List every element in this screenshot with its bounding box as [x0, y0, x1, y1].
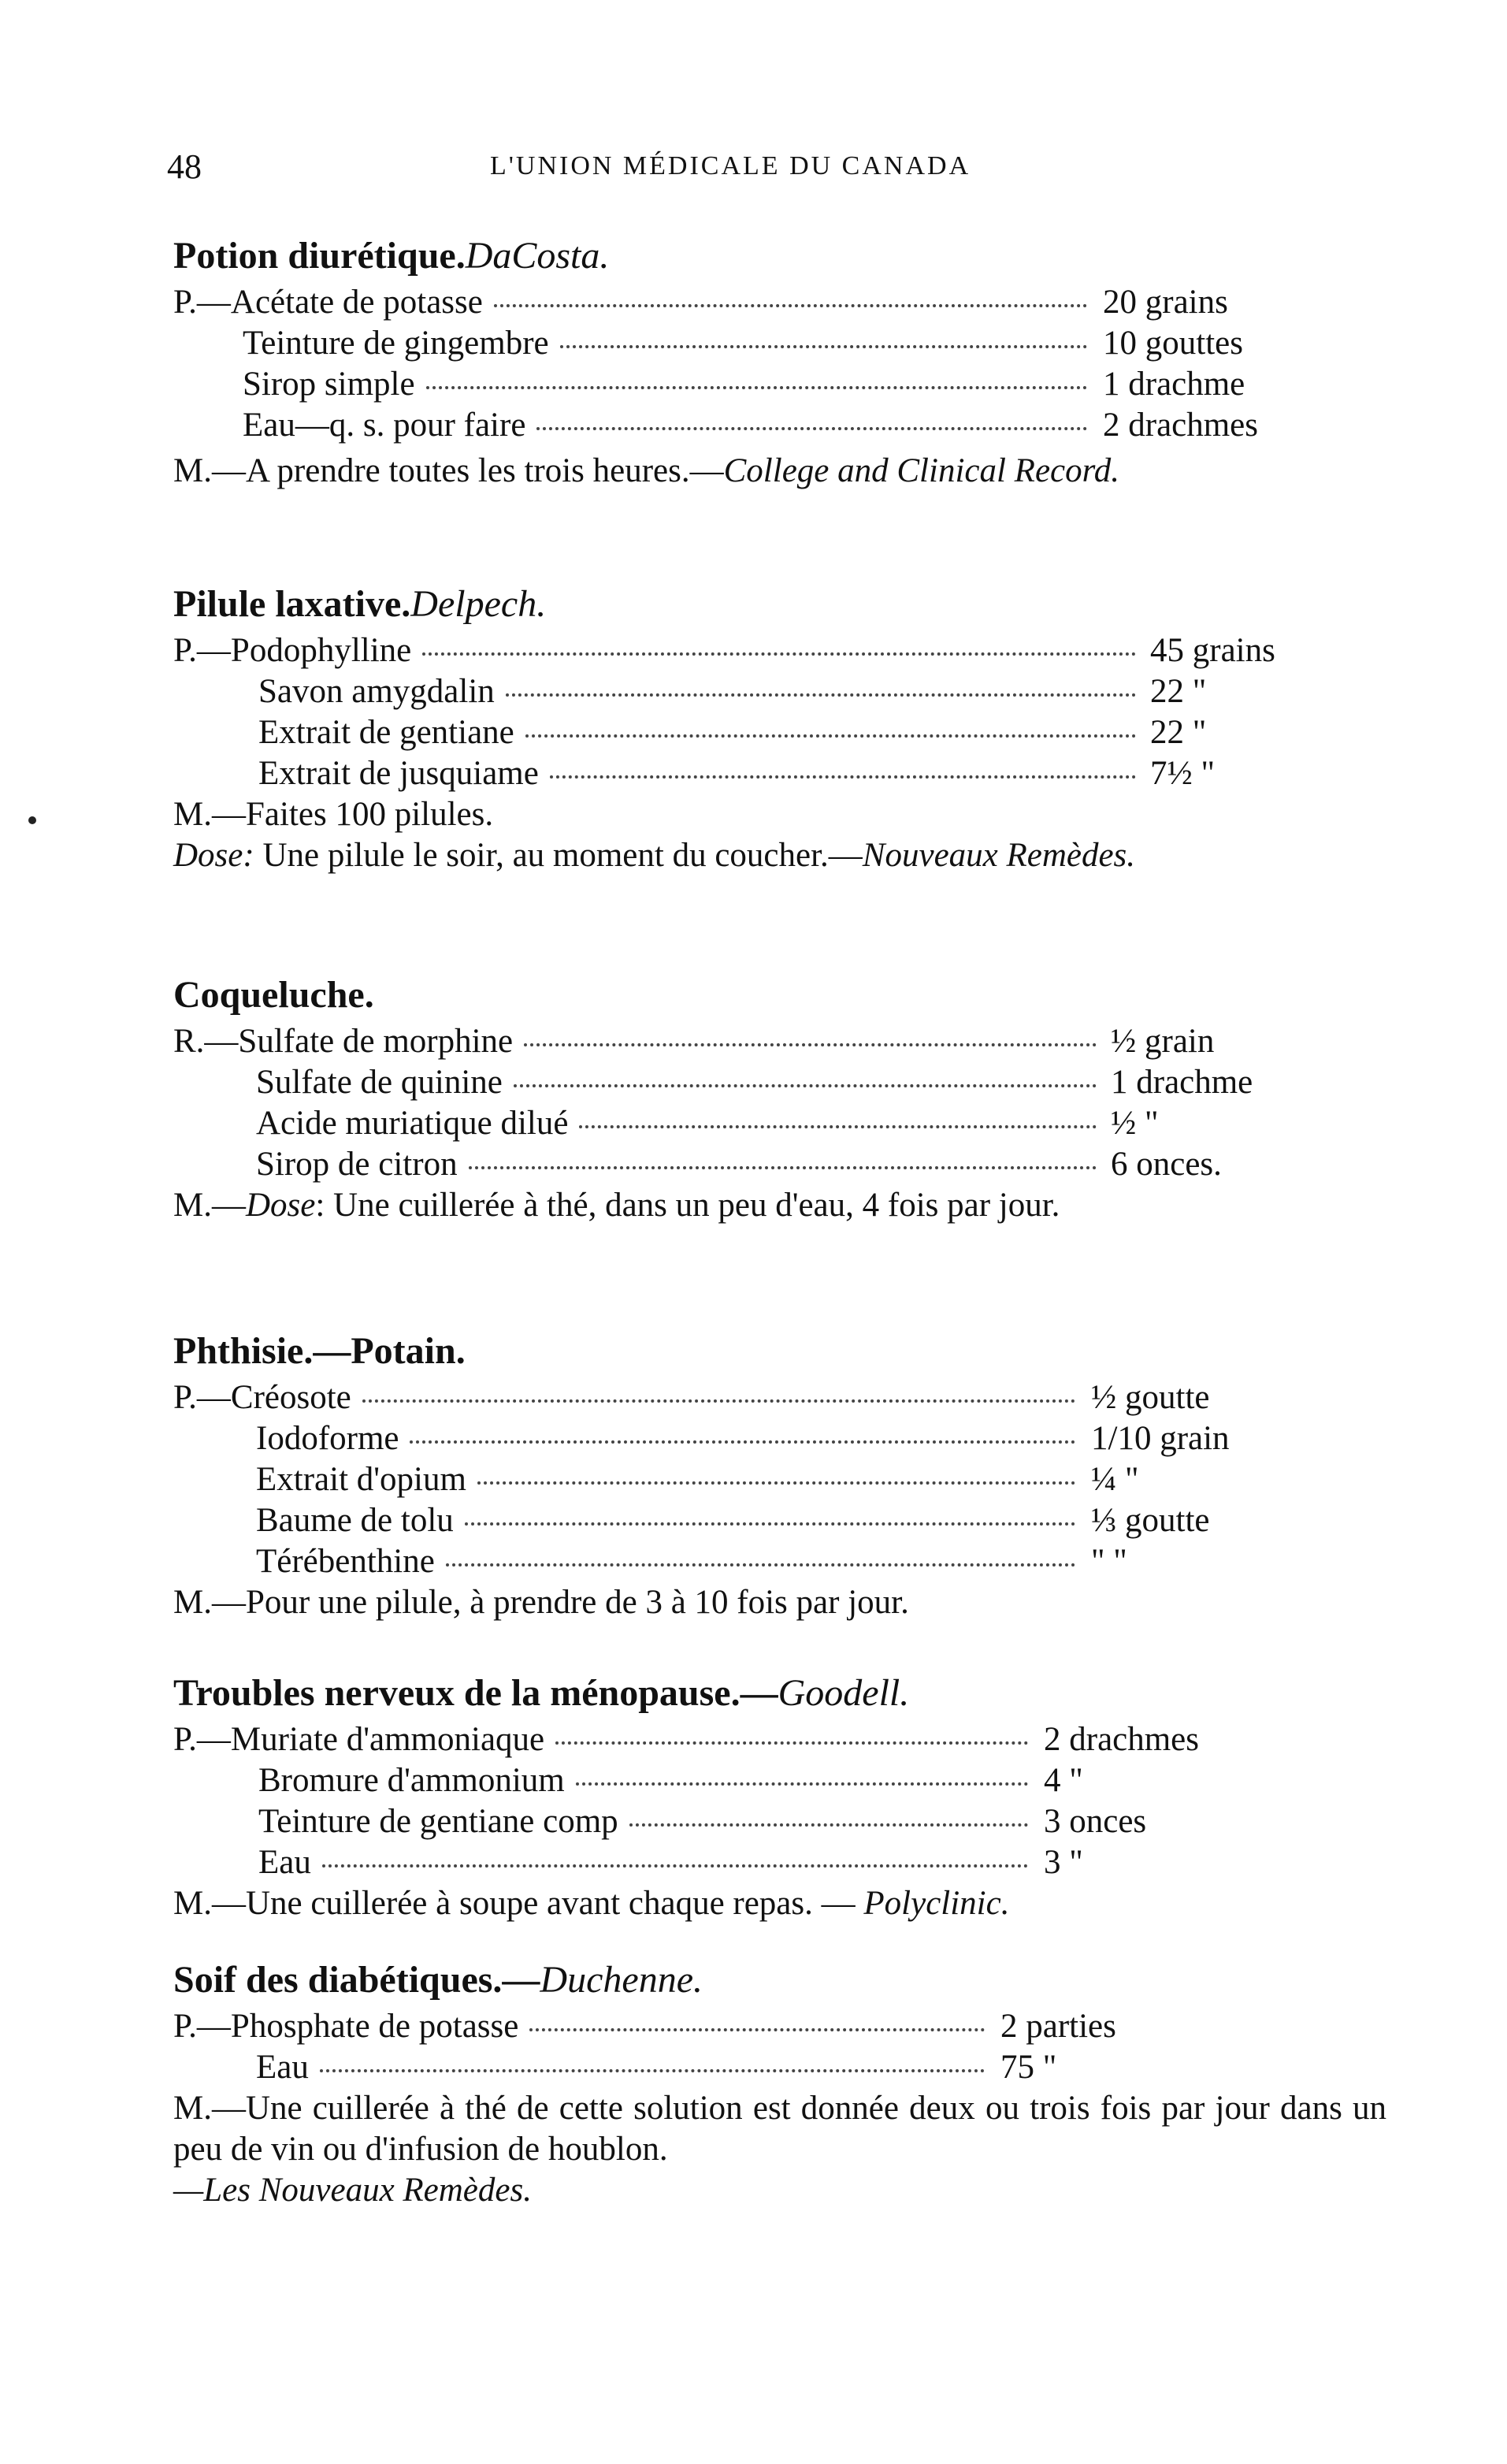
leader-dots — [322, 1864, 1028, 1868]
leader-dots — [576, 1782, 1028, 1786]
recipe-title: Troubles nerveux de la ménopause.—Goodell. — [173, 1672, 910, 1714]
ingredient-name: R.—Sulfate de morphine — [173, 1023, 514, 1060]
leader-dots — [524, 1043, 1097, 1046]
ingredient-name: Iodoforme — [256, 1420, 399, 1457]
leader-dots — [494, 304, 1087, 307]
ingredient-name: Eau — [258, 1844, 311, 1881]
ingredient-row — [173, 364, 1386, 405]
leader-dots — [514, 1084, 1097, 1087]
ingredient-name: Savon amygdalin — [258, 673, 495, 710]
ingredient-row — [173, 1801, 1386, 1842]
ingredient-row — [173, 1500, 1386, 1541]
ingredient-quantity: ½ " — [1111, 1105, 1159, 1142]
leader-dots — [629, 1823, 1028, 1827]
recipe-potion-diuretique — [173, 233, 1386, 492]
recipe-directions: M.—Faites 100 pilules. — [173, 796, 494, 833]
recipe-coqueluche — [173, 972, 1386, 1226]
leader-dots — [555, 1741, 1028, 1745]
ingredient-name: P.—Acétate de potasse — [173, 284, 483, 321]
ingredient-name: P.—Créosote — [173, 1379, 351, 1416]
ingredient-quantity: 3 onces — [1044, 1803, 1147, 1840]
leader-dots — [465, 1522, 1075, 1526]
leader-dots — [362, 1399, 1075, 1403]
ingredient-name: Extrait d'opium — [256, 1461, 466, 1498]
ingredient-name: Térébenthine — [256, 1543, 435, 1580]
recipe-phthisie — [173, 1329, 1386, 1623]
ingredient-name: Extrait de gentiane — [258, 714, 514, 751]
ingredient-row — [173, 405, 1386, 446]
leader-dots — [426, 386, 1087, 389]
ingredient-quantity: 2 drachmes — [1103, 407, 1259, 444]
ingredient-name: Eau — [256, 2049, 309, 2086]
ingredient-row — [173, 1541, 1386, 1582]
ingredient-row — [173, 2047, 1386, 2088]
ingredient-name: P.—Phosphate de potasse — [173, 2008, 519, 2045]
recipe-title: Phthisie.—Potain. — [173, 1330, 466, 1372]
ingredient-row — [173, 1842, 1386, 1883]
recipe-title: Pilule laxative.Delpech. — [173, 583, 547, 625]
ingredient-quantity: 3 " — [1044, 1844, 1083, 1881]
ink-speck — [28, 816, 36, 824]
leader-dots — [506, 693, 1136, 697]
citation: College and Clinical Record. — [723, 452, 1119, 489]
leader-dots — [446, 1563, 1075, 1566]
ingredient-row — [173, 630, 1386, 671]
ingredient-quantity: 7½ " — [1150, 755, 1216, 792]
ingredient-name: Teinture de gingembre — [243, 325, 549, 362]
ingredient-name: Baume de tolu — [256, 1502, 454, 1539]
ingredient-quantity: 4 " — [1044, 1762, 1083, 1799]
ingredient-quantity: 6 onces. — [1111, 1146, 1222, 1183]
recipe-dose: Dose: Une pilule le soir, au moment du coucher.—Nouveaux Remèdes. — [173, 837, 1136, 874]
leader-dots — [550, 775, 1136, 779]
ingredient-row — [173, 1144, 1386, 1185]
ingredient-list — [173, 2006, 1386, 2088]
ingredient-quantity: " " — [1091, 1543, 1127, 1580]
ingredient-quantity: 1 drachme — [1111, 1064, 1253, 1101]
ingredient-quantity: 45 grains — [1150, 632, 1275, 669]
ingredient-row — [173, 2006, 1386, 2047]
leader-dots — [422, 652, 1136, 656]
ingredient-quantity: ⅓ goutte — [1091, 1502, 1210, 1539]
ingredient-row — [173, 323, 1386, 364]
ingredient-row — [173, 1760, 1386, 1801]
ingredient-quantity: ¼ " — [1091, 1461, 1139, 1498]
ingredient-quantity: 20 grains — [1103, 284, 1228, 321]
ingredient-list — [173, 1377, 1386, 1582]
leader-dots — [560, 345, 1087, 348]
ingredient-quantity: 1 drachme — [1103, 366, 1245, 403]
ingredient-row — [173, 712, 1386, 753]
ingredient-row — [173, 1719, 1386, 1760]
recipe-title: Coqueluche. — [173, 974, 374, 1016]
page-number: 48 — [167, 147, 202, 186]
ingredient-name: Sirop simple — [243, 366, 415, 403]
ingredient-name: P.—Podophylline — [173, 632, 412, 669]
recipe-menopause — [173, 1671, 1386, 1924]
ingredient-quantity: ½ grain — [1111, 1023, 1215, 1060]
ingredient-quantity: 10 gouttes — [1103, 325, 1243, 362]
recipe-dose: M.—Dose: Une cuillerée à thé, dans un peu d'eau, 4 fois par jour. — [173, 1187, 1060, 1224]
ingredient-row — [173, 1021, 1386, 1062]
ingredient-list — [173, 282, 1386, 446]
ingredient-name: Teinture de gentiane comp — [258, 1803, 618, 1840]
ingredient-name: P.—Muriate d'ammoniaque — [173, 1721, 545, 1758]
citation: Nouveaux Remèdes. — [862, 837, 1136, 874]
running-title: L'UNION MÉDICALE DU CANADA — [490, 151, 971, 180]
ingredient-name: Sulfate de quinine — [256, 1064, 503, 1101]
recipe-soif-diabetiques — [173, 1957, 1386, 2211]
ingredient-name: Bromure d'ammonium — [258, 1762, 565, 1799]
leader-dots — [529, 2028, 985, 2031]
ingredient-quantity: 22 " — [1150, 714, 1207, 751]
recipe-directions: M.—Pour une pilule, à prendre de 3 à 10 fois par jour. — [173, 1584, 909, 1621]
leader-dots — [410, 1440, 1075, 1444]
ingredient-row — [173, 1062, 1386, 1103]
ingredient-row — [173, 1418, 1386, 1459]
citation: Polyclinic. — [863, 1885, 1010, 1922]
ingredient-name: Sirop de citron — [256, 1146, 458, 1183]
ingredient-row — [173, 1377, 1386, 1418]
ingredient-row — [173, 753, 1386, 794]
recipe-title: Potion diurétique.DaCosta. — [173, 235, 610, 277]
ingredient-row — [173, 282, 1386, 323]
recipe-title: Soif des diabétiques.—Duchenne. — [173, 1959, 703, 2001]
leader-dots — [579, 1125, 1097, 1128]
recipe-directions: M.—Une cuillerée à soupe avant chaque repas. — Polyclinic. — [173, 1885, 1010, 1922]
ingredient-list — [173, 630, 1386, 794]
ingredient-quantity: ½ goutte — [1091, 1379, 1210, 1416]
ingredient-quantity: 1/10 grain — [1091, 1420, 1230, 1457]
ingredient-row — [173, 1103, 1386, 1144]
recipe-pilule-laxative — [173, 582, 1386, 876]
leader-dots — [469, 1166, 1097, 1169]
ingredient-quantity: 2 drachmes — [1044, 1721, 1200, 1758]
ingredient-row — [173, 1459, 1386, 1500]
ingredient-row — [173, 671, 1386, 712]
ingredient-quantity: 22 " — [1150, 673, 1207, 710]
ingredient-quantity: 75 " — [1000, 2049, 1057, 2086]
ingredient-list — [173, 1719, 1386, 1883]
page-header — [167, 147, 1380, 194]
leader-dots — [477, 1481, 1075, 1485]
ingredient-quantity: 2 parties — [1000, 2008, 1116, 2045]
leader-dots — [320, 2069, 985, 2072]
leader-dots — [525, 734, 1136, 738]
ingredient-list — [173, 1021, 1386, 1185]
recipe-directions: M.—Une cuillerée à thé de cette solution est donnée deux ou trois fois par jour dans un peu de vin ou d'infusion de houblon. — [173, 2090, 1386, 2168]
ingredient-name: Acide muriatique dilué — [256, 1105, 569, 1142]
ingredient-name: Eau—q. s. pour faire — [243, 407, 526, 444]
ingredient-name: Extrait de jusquiame — [258, 755, 539, 792]
leader-dots — [536, 427, 1087, 430]
citation: —Les Nouveaux Remèdes. — [173, 2172, 532, 2209]
recipe-directions: M.—A prendre toutes les trois heures.—College and Clinical Record. — [173, 452, 1119, 489]
